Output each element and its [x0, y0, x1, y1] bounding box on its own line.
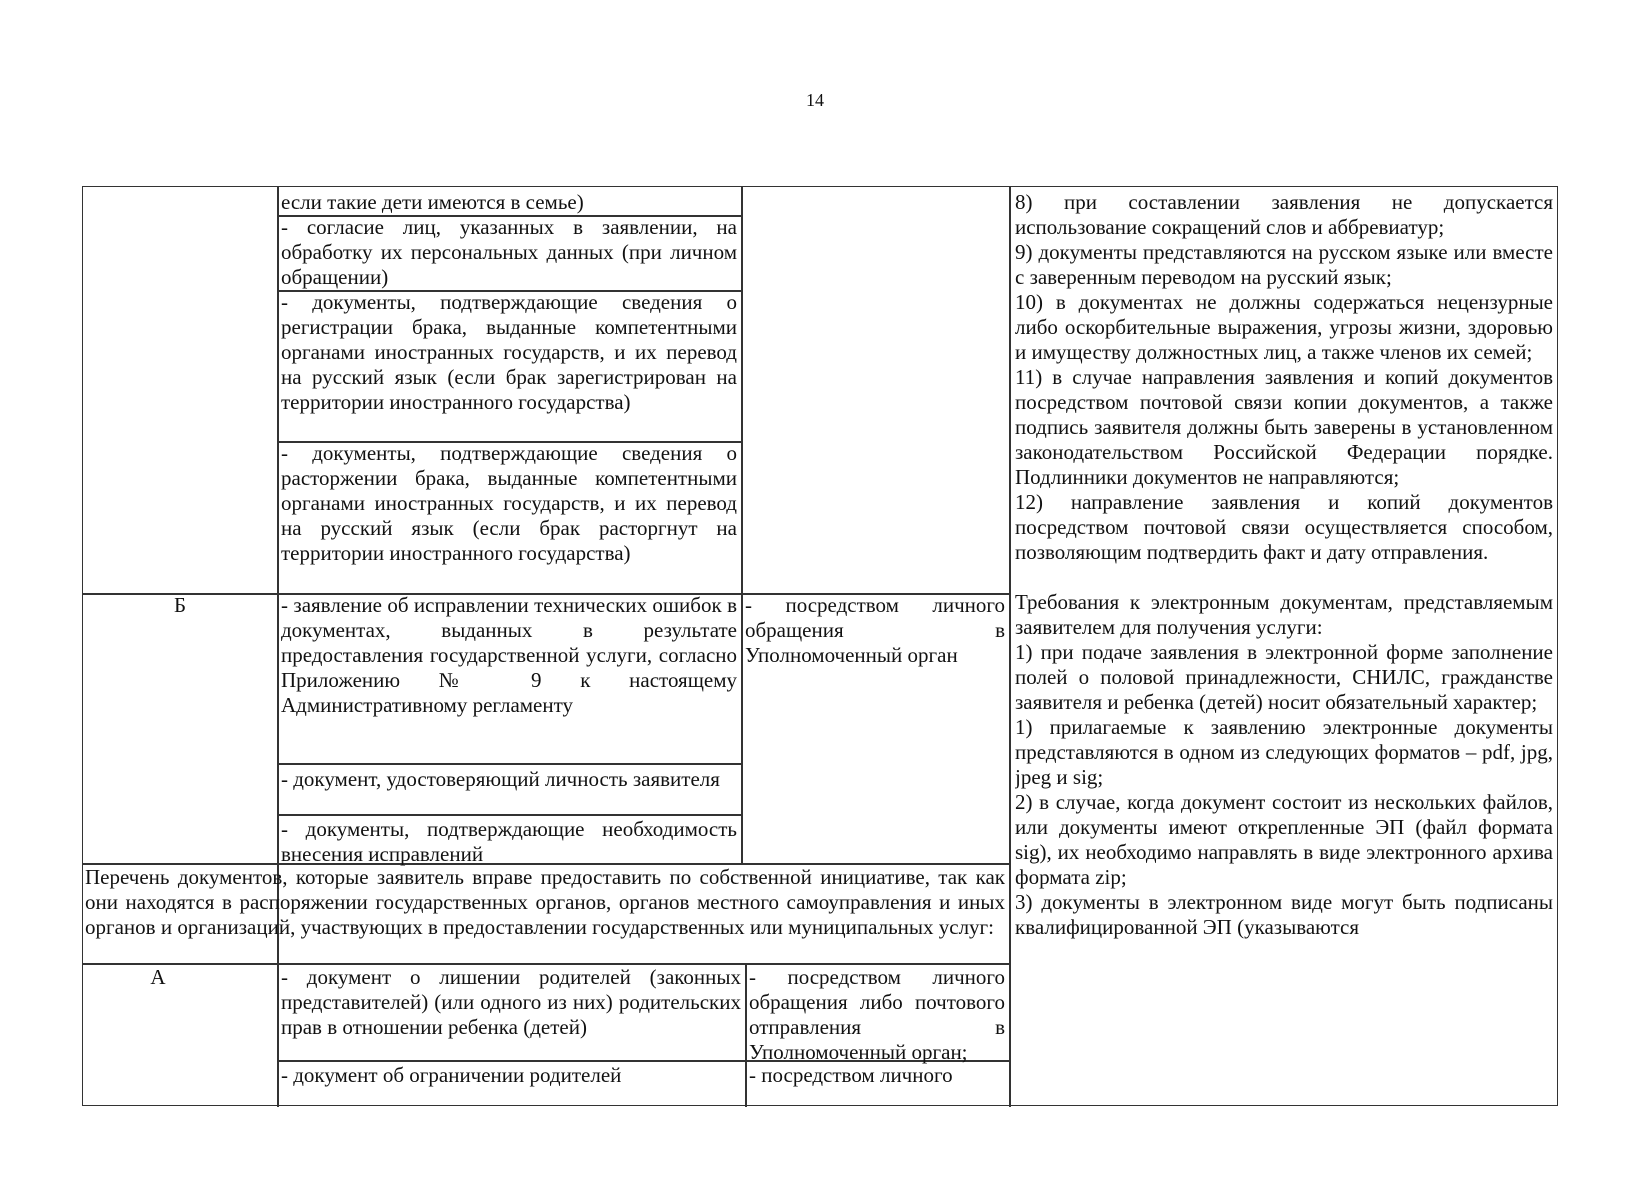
document-item: - документ об ограничении родителей — [281, 1063, 622, 1087]
requirement-item: 12) направление заявления и копий документов посредством почтовой связи осуществляется способом, позволяющим подтвердить факт и дату отправления. — [1015, 490, 1553, 564]
requirements-table — [82, 186, 1558, 1106]
col-divider-3 — [1009, 187, 1011, 1107]
requirement-item: 8) при составлении заявления не допускается использование сокращений слов и аббревиатур; — [1015, 190, 1553, 239]
document-item: - согласие лиц, указанных в заявлении, на обработку их персональных данных (при личном обращении) — [281, 215, 737, 289]
col-divider-2b — [745, 963, 747, 1107]
row-divider — [277, 763, 741, 765]
submission-method: - посредством личного обращения либо почтового отправления в Уполномоченный орган; — [749, 965, 1005, 1064]
document-item: - документ, удостоверяющий личность заявителя — [281, 767, 720, 791]
electronic-requirements-heading: Требования к электронным документам, представляемым заявителем для получения услуги: — [1015, 590, 1553, 639]
requirement-item: 10) в документах не должны содержаться нецензурные либо оскорбительные выражения, угрозы жизни, здоровью и имуществу должностных лиц, а также членов их семей; — [1015, 290, 1553, 364]
submission-method: - посредством личного обращения в Уполномоченный орган — [745, 593, 1005, 667]
document-item: - документы, подтверждающие необходимость внесения исправлений — [281, 817, 737, 866]
section-label-b: Б — [173, 593, 187, 617]
section-label-a: А — [150, 965, 166, 989]
document-item: - документ о лишении родителей (законных представителей) (или одного из них) родительских прав в отношении ребенка (детей) — [281, 965, 741, 1039]
requirements-text — [1015, 190, 1553, 1102]
document-item: - заявление об исправлении технических ошибок в документах, выданных в результате предоставления государственной услуги, согласно Приложению № 9 к настоящему Административному регламенту — [281, 593, 737, 717]
requirement-item: 1) при подаче заявления в электронной форме заполнение полей о половой принадлежности, СНИЛС, гражданстве заявителя и ребенка (детей) носит обязательный характер; — [1015, 640, 1553, 714]
requirement-item: 9) документы представляются на русском языке или вместе с заверенным переводом на русский язык; — [1015, 240, 1553, 289]
document-item: - документы, подтверждающие сведения о расторжении брака, выданные компетентными органами иностранных государств, и их перевод на русский язык (если брак расторгнут на территории иностранного государства) — [281, 441, 737, 565]
col-divider-1 — [277, 187, 279, 1107]
row-divider — [277, 814, 741, 816]
requirement-item: 1) прилагаемые к заявлению электронные документы представляются в одном из следующих форматов – pdf, jpg, jpeg и sig; — [1015, 715, 1553, 789]
col-divider-2 — [741, 187, 743, 863]
requirement-item: 2) в случае, когда документ состоит из нескольких файлов, или документы имеют открепленные ЭП (файл формата sig), их необходимо направлять в виде электронного архива формата zip; — [1015, 790, 1553, 889]
document-item: если такие дети имеются в семье) — [281, 190, 584, 214]
document-item: - документы, подтверждающие сведения о регистрации брака, выданные компетентными органами иностранных государств, и их перевод на русский язык (если брак зарегистрирован на территории иностранного государства) — [281, 290, 737, 414]
page-number: 14 — [806, 90, 824, 110]
submission-method: - посредством личного — [749, 1063, 953, 1087]
requirement-item: 11) в случае направления заявления и копий документов посредством почтовой связи копии документов, а также подпись заявителя должны быть заверены в установленном законодательством Российской Федерации порядке. Подлинники документов не направляются; — [1015, 365, 1553, 489]
requirement-item: 3) документы в электронном виде могут быть подписаны квалифицированной ЭП (указываются — [1015, 890, 1553, 939]
initiative-documents-header: Перечень документов, которые заявитель вправе предоставить по собственной инициативе, так как они находятся в распоряжении государственных органов, органов местного самоуправления и иных органов и организаций, участвующих в предоставлении государственных или муниципальных услуг: — [85, 865, 1005, 939]
